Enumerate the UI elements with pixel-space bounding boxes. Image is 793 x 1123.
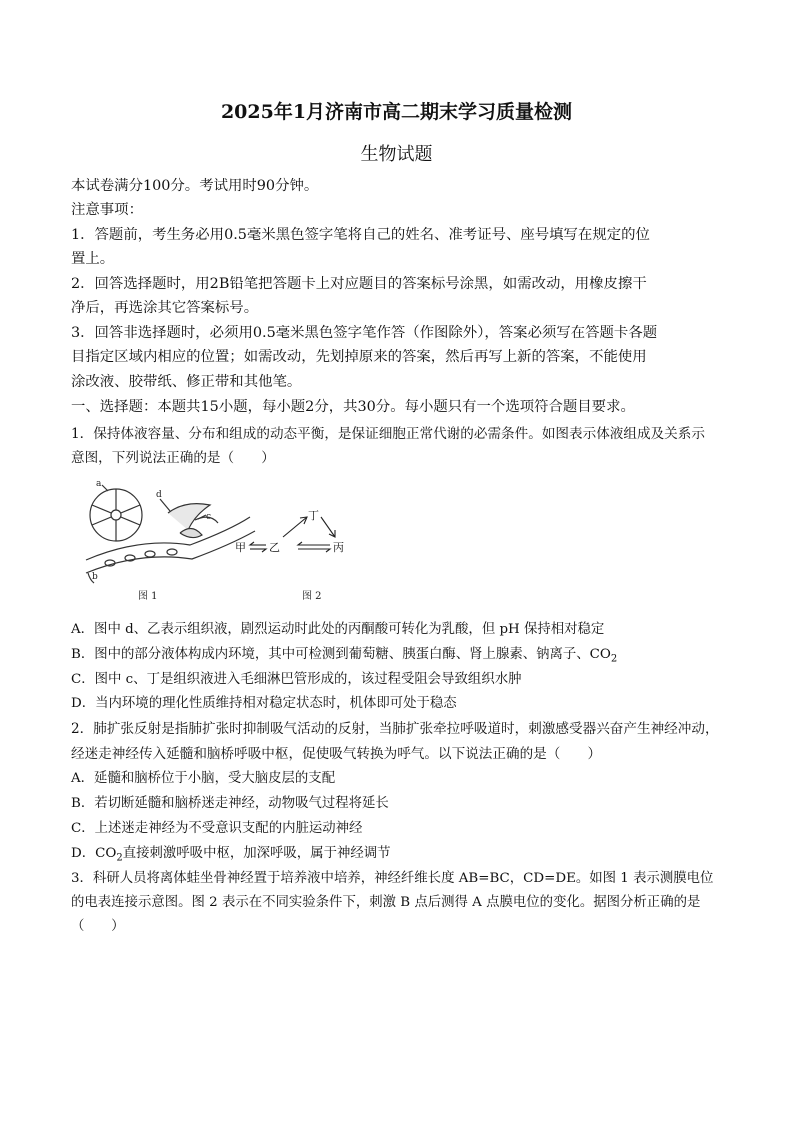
notice-heading: 注意事项： — [71, 202, 143, 218]
q3-stem-line: （ ） — [71, 919, 125, 934]
q2-option-c: C．上述迷走神经为不受意识支配的内脏运动神经 — [71, 821, 363, 836]
q1-option-d: D．当内环境的理化性质维持相对稳定状态时，机体即可处于稳态 — [71, 696, 457, 711]
q1-option-b-sub: 2 — [610, 653, 618, 665]
q1-option-a: A．图中 d、乙表示组织液，剧烈运动时此处的丙酮酸可转化为乳酸，但 pH 保持相对稳定 — [71, 622, 605, 637]
q1-option-b — [71, 645, 617, 670]
notice-line: 置上。 — [71, 251, 115, 267]
q2-stem-line: 经迷走神经传入延髓和脑桥呼吸中枢，促使吸气转换为呼气。以下说法正确的是（ ） — [71, 746, 602, 762]
fig1-label-a: a — [96, 479, 102, 489]
fig2-arrows — [250, 517, 335, 552]
q1-stem-line: 1．保持体液容量、分布和组成的动态平衡，是保证细胞正常代谢的必需条件。如图表示体液组成及关系示 — [71, 426, 705, 442]
notice-line: 3．回答非选择题时，必须用0.5毫米黑色签字笔作答（作图除外），答案必须写在答题卡各题 — [71, 325, 658, 341]
fig2-node-bing: 丙 — [333, 541, 344, 554]
exam-subtitle: 生物试题 — [360, 144, 433, 165]
fig1-label-c: c — [206, 512, 212, 522]
q2-option-a: A．延髓和脑桥位于小脑，受大脑皮层的支配 — [71, 771, 336, 786]
q2-option-b: B．若切断延髓和脑桥迷走神经，动物吸气过程将延长 — [71, 796, 389, 811]
q1-figure — [80, 475, 380, 610]
notice-line: 目指定区域内相应的位置；如需改动，先划掉原来的答案，然后再写上新的答案，不能使用 — [71, 349, 647, 365]
q2-option-d — [71, 844, 391, 869]
fig2-node-ding: 丁 — [308, 509, 319, 522]
q3-stem-line: 3．科研人员将离体蛙坐骨神经置于培养液中培养，神经纤维长度 AB=BC，CD=DE。如图 1 表示测膜电位 — [71, 871, 714, 886]
fig1-illustration — [86, 485, 255, 583]
q1-option-c: C．图中 c、丁是组织液进入毛细淋巴管形成的，该过程受阻会导致组织水肿 — [71, 672, 522, 687]
q3-stem-line: 的电表连接示意图。图 2 表示在不同实验条件下，刺激 B 点后测得 A 点膜电位的变化。据图分析正确的是 — [71, 895, 701, 910]
section-heading: 一、选择题：本题共15小题，每小题2分，共30分。每小题只有一个选项符合题目要求。 — [71, 399, 635, 415]
fig2-node-jia: 甲 — [235, 541, 246, 554]
q2-option-d-sub: 2 — [116, 852, 123, 864]
q1-stem-line: 意图，下列说法正确的是（ ） — [71, 450, 275, 466]
q2-option-d-post: 直接刺激呼吸中枢，加深呼吸，属于神经调节 — [122, 846, 391, 861]
q2-option-d-pre: D．CO — [71, 846, 117, 861]
fig1-label-d: d — [156, 490, 162, 500]
fig1-label-b: b — [92, 572, 98, 582]
notice-line: 净后，再选涂其它答案标号。 — [71, 300, 259, 316]
notice-line: 2．回答选择题时，用2B铅笔把答题卡上对应题目的答案标号涂黑，如需改动，用橡皮擦干 — [71, 276, 647, 292]
q1-option-b-text: B．图中的部分液体构成内环境，其中可检测到葡萄糖、胰蛋白酶、肾上腺素、钠离子、CO — [71, 647, 611, 662]
exam-title: 2025年1月济南市高二期末学习质量检测 — [220, 101, 573, 123]
notice-line: 涂改液、胶带纸、修正带和其他笔。 — [71, 374, 302, 390]
fig2-caption: 图 2 — [302, 591, 322, 602]
score-line: 本试卷满分100分。考试用时90分钟。 — [71, 178, 319, 194]
fig1-caption: 图 1 — [138, 591, 158, 602]
fig2-node-yi: 乙 — [269, 541, 280, 554]
q2-stem-line: 2．肺扩张反射是指肺扩张时抑制吸气活动的反射，当肺扩张牵拉呼吸道时，刺激感受器兴奋产生神经冲动， — [71, 721, 719, 737]
notice-line: 1．答题前，考生务必用0.5毫米黑色签字笔将自己的姓名、准考证号、座号填写在规定的位 — [71, 227, 650, 243]
